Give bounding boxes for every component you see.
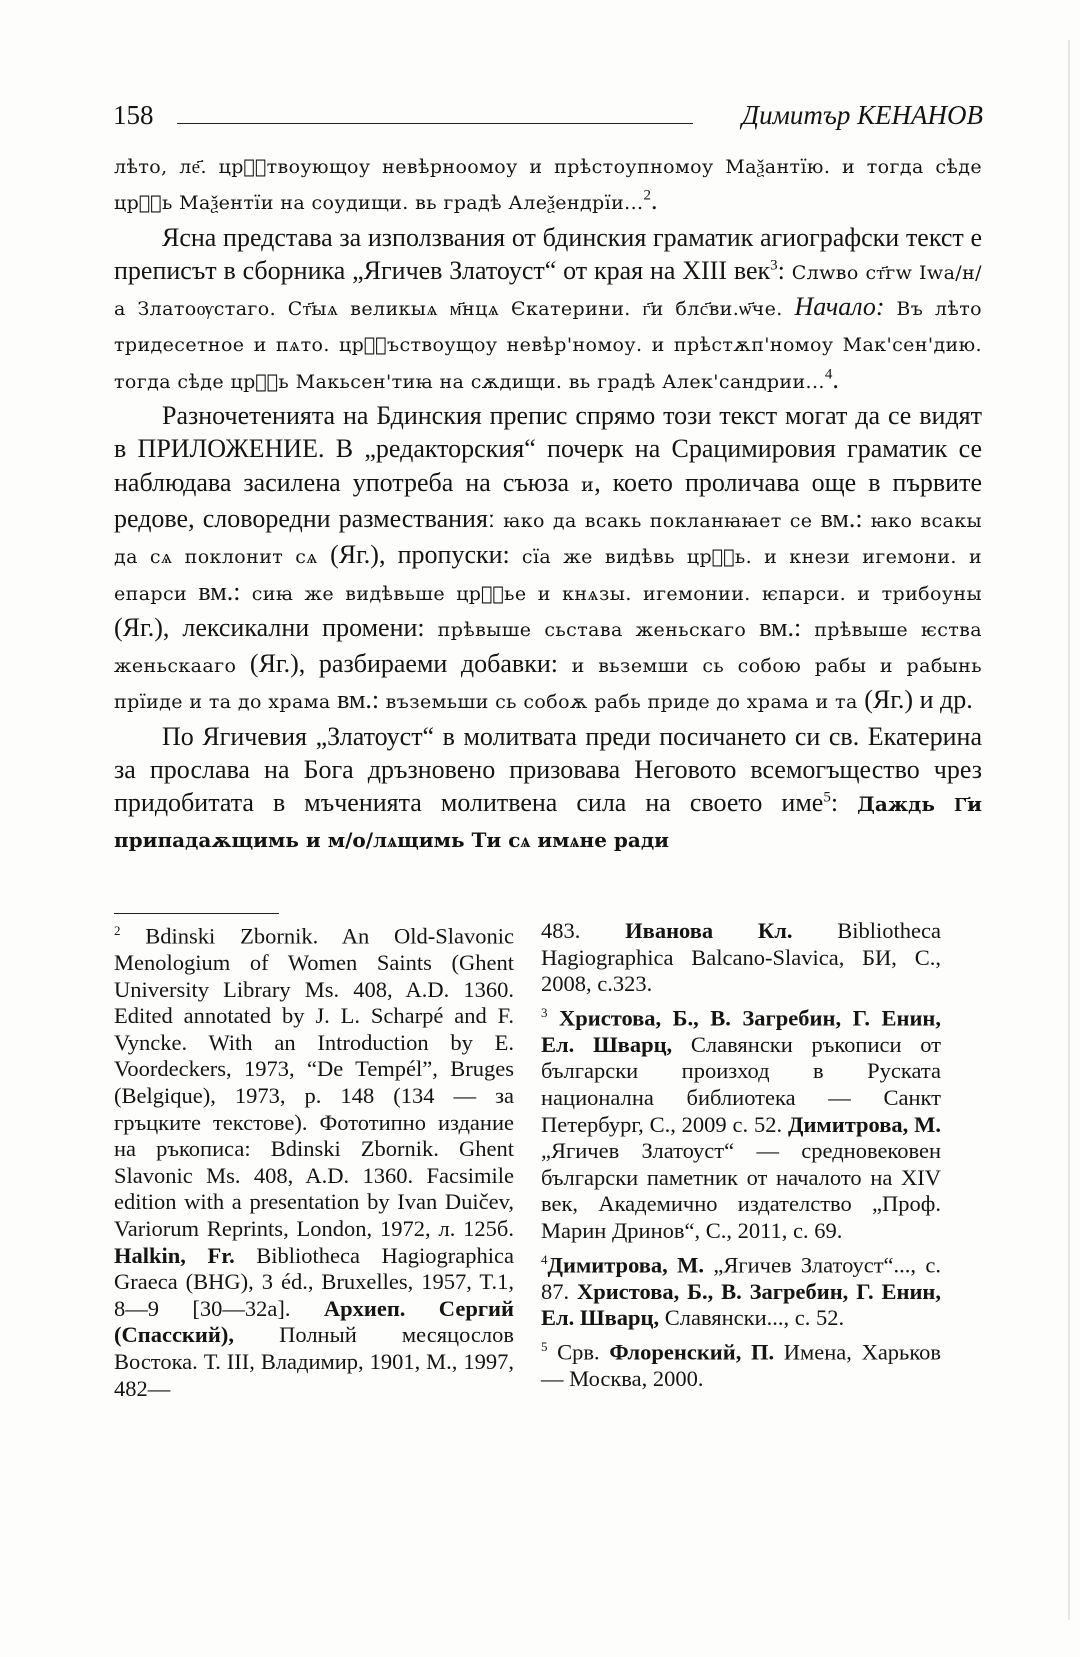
footnote: $^4$Димитрова, М. „Ягичев Златоуст“..., с. 87. Христова, Б., В. Загребин, Г. Енин, Ел. Шварц, Славянски..., с. 52. [541,1251,942,1331]
footnote: 483. Иванова Кл. Bibliotheca Hagiographica Balcano-Slavica, БИ, С., 2008, с.323. [541,918,941,997]
old-slavonic-quote: лѣто, ле҃. црⷭ҇твоующоу невѣрноомоу и прѣстоупномоу Маѯантїю. и тогда сѣде црⷭ҇ь Маѯентїи на соудищи. вь градѣ Алеѯендрїи...$^2$. [114,156,982,216]
page-header [113,96,983,136]
footnote-rule [114,913,279,914]
footnotes-left-column [114,918,514,1404]
footnote: $^5$ Срв. Флоренский, П. Имена, Харьков — Москва, 2000. [541,1338,941,1391]
footnote: $^3$ Христова, Б., В. Загребин, Г. Енин, Ел. Шварц, Славянски ръкописи от български произход в Руската национална библиотека — Санкт Петербург, С., 2009 с. 52. Димитрова, М. „Ягичев Златоуст“ — средновековен български паметник от началото на XIV век, Академично издателство „Проф. Марин Дринов“, С., 2011, с. 69. [541,1004,942,1244]
footnote: $^2$ Bdinski Zbornik. An Old-Slavonic Menologium of Women Saints (Ghent University Library Ms. 408, A.D. 1360. Edited annotated by J. L. Scharpé and F. Vyncke. With an Introduction by E. Voordeckers, 1973, “De Tempél”, Bruges (Belgique), 1973, p. 148 (134 — за гръцките текстове). Фототипно издание на ръкописа: Bdinski Zbornik. Ghent Slavonic Ms. 408, A.D. 1360. Facsimile edition with a presentation by Ivan Duičev, Variorum Reprints, London, 1972, л. 125б. Halkin, Fr. Bibliotheca Hagiographica Graeca (BHG), 3 éd., Bruxelles, 1957, T.1, 8—9 [30—32a]. Архиеп. Сергий (Спасский), Полный месяцослов Востока. Т. III, Владимир, 1901, М., 1997, 482— [114,923,514,1401]
running-title: Димитър КЕНАНОВ [741,100,983,130]
footnote-ref: 4 [824,366,833,383]
footnote-ref: 2 [643,187,651,204]
paragraph: Разночетенията на Бдинския препис спрямо този текст могат да се видят в ПРИЛОЖЕНИЕ. В „редакторския“ почерк на Срацимировия граматик се наблюдава засилена употреба на съюза и, което проличава още в първите редове, словоредни разместванияː ꙗко да всакь покланꙗꙗет се вм.: ꙗко всакы да сѧ поклонит сѧ (Яг.), пропуски: сїа же видѣвь црⷭ҇ь. и кнези игемони. и епарси вм.: сиꙗ же видѣвьше црⷭ҇ье и кнѧзы. игемонии. ѥпарси. и трибоуны (Яг.), лексикални промени: прѣвыше сьстава женьскаго вм.: прѣвыше ѥства женьскааго (Яг.), разбираеми добавки: и вьземши сь собою рабы и рабынь прїиде и та до храма вм.: въземьши сь собоѫ рабь приде до храма и та (Яг.) и др. [114,401,983,715]
page-number: 158 [113,100,154,130]
header-rule [177,123,693,124]
footnote-ref: 5 [823,789,831,806]
footnotes-right-column [541,918,941,1395]
paragraph: Ясна представа за използвания от бдинския граматик агиографски текст е преписът в сборника „Ягичев Златоуст“ от края на XIII век$^3$: Слwво ст҃гw Іwа/н/а Златоѹстаго. Ст҃ыѧ великыѧ м҃нцѧ Єкатерини. г҃и блс҃ви.ѡ҃че. Начало: Въ лѣто тридесетное и пѧто. црⷭ҇ъствоущоу невѣр'номоу. и прѣстѫп'номоу Мак'сен'дию. тогда сѣде црⷭ҇ь Макьсен'тиꙗ на сѫдищи. вь градѣ Алек'сандрии...$^4$. [114,222,983,394]
binding-shadow [1068,40,1070,1620]
main-text [114,148,982,857]
paragraph: По Ягичевия „Златоуст“ в молитвата преди посичането си св. Екатерина за прослава на Бога дръзновено призовава Неговото всемогъщество чрез придобитата в мъченията молитвена сила на своето име$^5$: Даждь Г҃и припадаѫщимь и м/о/лѧщимь Ти сѧ имѧне ради [114,721,982,852]
footnote-ref: 3 [770,257,778,274]
